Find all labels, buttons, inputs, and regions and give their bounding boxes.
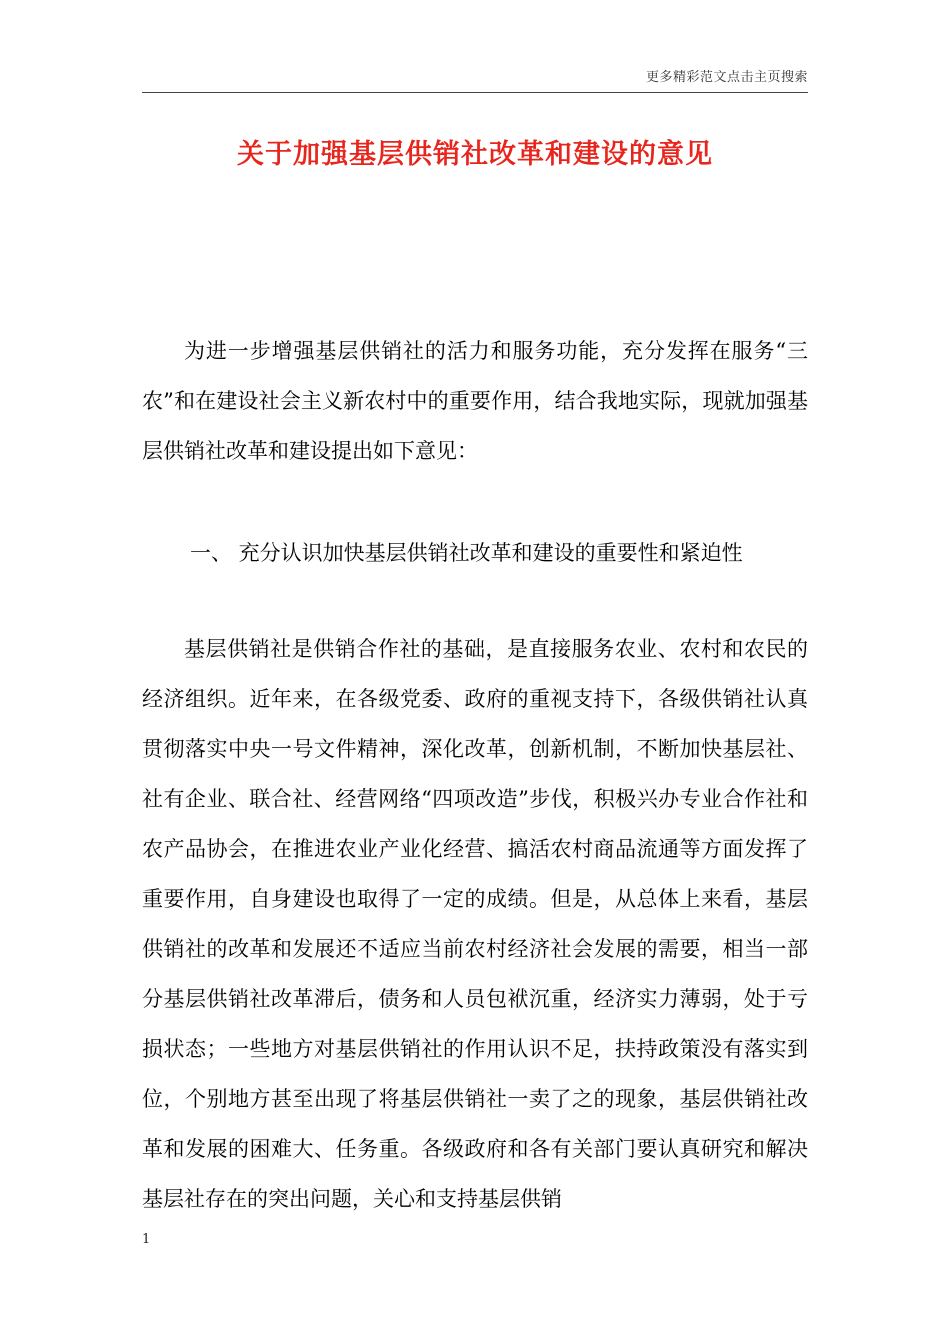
page-number: 1 — [142, 1232, 151, 1247]
header-divider — [142, 92, 808, 93]
body-paragraph: 基层供销社是供销合作社的基础，是直接服务农业、农村和农民的经济组织。近年来，在各级党委、政府的重视支持下，各级供销社认真贯彻落实中央一号文件精神，深化改革，创新机制，不断加快基层社、社有企业、联合社、经营网络“四项改造”步伐，积极兴办专业合作社和农产品协会，在推进农业产业化经营、搞活农村商品流通等方面发挥了重要作用，自身建设也取得了一定的成绩。但是，从总体上来看，基层供销社的改革和发展还不适应当前农村经济社会发展的需要，相当一部分基层供销社改革滞后，债务和人员包袱沉重，经济实力薄弱，处于亏损状态；一些地方对基层供销社的作用认识不足，扶持政策没有落实到位，个别地方甚至出现了将基层供销社一卖了之的现象，基层供销社改革和发展的困难大、任务重。各级政府和各有关部门要认真研究和解决基层社存在的突出问题，关心和支持基层供销 — [142, 637, 808, 1211]
section-heading: 一、 充分认识加快基层供销社改革和建设的重要性和紧迫性 — [190, 541, 743, 565]
header-note: 更多精彩范文点击主页搜索 — [645, 70, 808, 85]
intro-paragraph: 为进一步增强基层供销社的活力和服务功能，充分发挥在服务“三农”和在建设社会主义新农村中的重要作用，结合我地实际，现就加强基层供销社改革和建设提出如下意见： — [142, 339, 808, 463]
document-title: 关于加强基层供销社改革和建设的意见 — [237, 139, 713, 170]
